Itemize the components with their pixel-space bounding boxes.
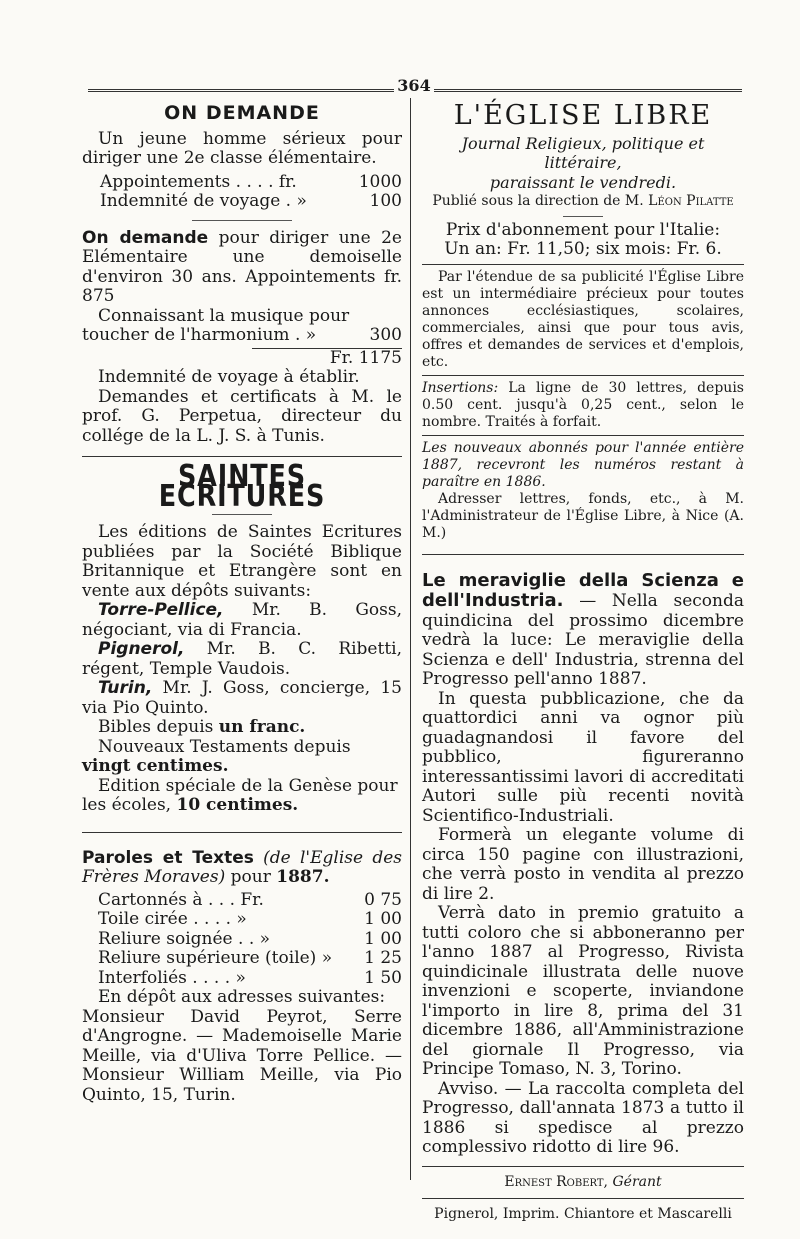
salary-row: Appointements . . . . fr. 1000 <box>100 171 402 192</box>
meraviglie-p4: Verrà dato in premio gratuito a tutti coloro che si abboneranno per l'anno 1887 al Progresso, Rivista quindicinale illustrata delle nuove invenzioni e scoperte, inviandone l'importo in lire 8, prima del 31 dicembre 1886, all'Amministrazione del giornale Il Progresso, via Principe Tomaso, N. 3, Torino. <box>422 903 744 1079</box>
eglise-frequency: paraissant le vendredi. <box>489 172 677 192</box>
prix-line1: Prix d'abonnement pour l'Italie: <box>445 219 721 240</box>
price-row: Toile cirée . . . . » 1 00 <box>98 909 402 929</box>
meraviglie-p5: Avviso. — La raccolta completa del Progresso, dall'annata 1873 a tutto il 1886 si spedisce al prezzo complessivo ridotto di lire 96. <box>422 1078 744 1157</box>
price-row: Reliure soignée . . » 1 00 <box>98 928 402 949</box>
demande2-music: Connaissant la musique pour <box>98 305 350 326</box>
meraviglie-p1: Le meraviglie della Scienza e dell'Industria. — Nella seconda quindicina del prossimo dicembre vedrà la luce: Le meraviglie della Scienza e dell' Industria, strenna del Progresso pell'anno 1887. <box>422 569 745 689</box>
price-row: Cartonnés à . . . Fr. 0 75 <box>98 889 402 910</box>
rule <box>422 375 744 376</box>
total: Fr. 1175 <box>329 347 402 368</box>
paroles-heading: Paroles et Textes (de l'Eglise des Frères Moraves) pour 1887. <box>82 847 402 887</box>
eglise-libre-heading: L'ÉGLISE LIBRE <box>453 100 713 131</box>
depot-addresses: Monsieur David Peyrot, Serre d'Angrogne. — Mademoiselle Marie Meille, via d'Uliva Torre Pellice. — Monsieur William Meille, via Pio Quinto, 15, Turin. <box>82 1006 402 1105</box>
gerant-line: Ernest Robert, Gérant <box>504 1173 662 1190</box>
depot-title: En dépôt aux adresses suivantes: <box>98 987 386 1007</box>
rule <box>422 1198 744 1199</box>
depot-torre: Torre-Pellice, Mr. B. Goss, négociant, via di Francia. <box>82 600 402 640</box>
rule <box>422 435 744 436</box>
demande2-line2: Demandes et certificats à M. le prof. G. Perpetua, directeur du collége de la L. J. S. à Tunis. <box>82 386 402 446</box>
divider <box>212 514 272 515</box>
price-list <box>82 891 402 989</box>
price-row: Reliure supérieure (toile) » 1 25 <box>98 948 402 968</box>
adresser-text: Adresser lettres, fonds, etc., à M. l'Administrateur de l'Église Libre, à Nice (A. M.) <box>422 490 744 541</box>
right-column <box>422 102 744 1225</box>
demande2-text: On demande pour diriger une 2e Elémentaire une demoiselle d'environ 30 ans. Appointements fr. 875 <box>82 227 402 306</box>
imprint: Pignerol, Imprim. Chiantore et Mascarelli <box>434 1206 732 1222</box>
divider <box>563 216 603 217</box>
harmonium-row: toucher de l'harmonium . » 300 <box>82 325 402 345</box>
eglise-subtitle: Journal Religieux, politique et littéraire, <box>461 133 705 172</box>
depot-pignerol: Pignerol, Mr. B. C. Ribetti, régent, Temple Vaudois. <box>82 639 402 679</box>
edition-line: Edition spéciale de la Genèse pour les écoles, 10 centimes. <box>82 775 398 815</box>
saintes-intro: Les éditions de Saintes Ecritures publiées par la Société Biblique Britannique et Etrangère sont en vente aux dépôts suivants: <box>82 522 402 601</box>
etendue-text: Par l'étendue de sa publicité l'Église Libre est un intermédiaire précieux pour toutes annonces ecclésiastiques, scolaires, commerciales, ainsi que pour tous avis, offres et demandes de services et d'emplois, etc. <box>422 268 744 370</box>
demande2-line1: Indemnité de voyage à établir. <box>98 367 360 387</box>
travel-row: Indemnité de voyage . » 100 <box>100 191 402 211</box>
bibles-line: Bibles depuis un franc. <box>98 717 306 737</box>
nouveaux-text: Les nouveaux abonnés pour l'année entière 1887, recevront les numéros restant à paraître en 1886. <box>422 439 744 490</box>
section-rule <box>82 832 402 833</box>
divider <box>192 220 292 221</box>
saintes-ecritures-heading: SAINTES ECRITURES <box>158 459 326 514</box>
eglise-director: Publié sous la direction de M. Léon Pilatte <box>432 193 734 209</box>
rule <box>422 1166 744 1167</box>
column-divider <box>410 98 411 1180</box>
demande1-text: Un jeune homme sérieux pour diriger une 2e classe élémentaire. <box>82 128 402 168</box>
depot-turin: Turin, Mr. J. Goss, concierge, 15 via Pio Quinto. <box>82 678 402 718</box>
nt-line: Nouveaux Testaments depuis vingt centimes. <box>82 736 351 776</box>
insertions-text: Insertions: La ligne de 30 lettres, depuis 0.50 cent. jusqu'à 0,25 cent., selon le nombre. Traités à forfait. <box>422 379 744 430</box>
left-column <box>82 102 402 1105</box>
meraviglie-p2: In questa pubblicazione, che da quattordici anni va ognor più guadagnandosi il favore del pubblico, figureranno interessantissimi lavori di accreditati Autori sulle più recenti novità Scientifico-Industriali. <box>422 688 744 826</box>
price-row: Interfoliés . . . . » 1 50 <box>98 967 402 988</box>
page-number: 364 <box>394 76 434 95</box>
meraviglie-p3: Formerà un elegante volume di circa 150 pagine con illustrazioni, che verrà posto in vendita al prezzo di lire 2. <box>422 825 744 904</box>
demande1-salary <box>82 173 402 212</box>
on-demande-heading: ON DEMANDE <box>164 102 320 124</box>
prix-line2: Un an: Fr. 11,50; six mois: Fr. 6. <box>444 239 722 259</box>
rule <box>422 264 744 265</box>
section-rule <box>422 554 744 555</box>
section-rule <box>82 456 402 457</box>
